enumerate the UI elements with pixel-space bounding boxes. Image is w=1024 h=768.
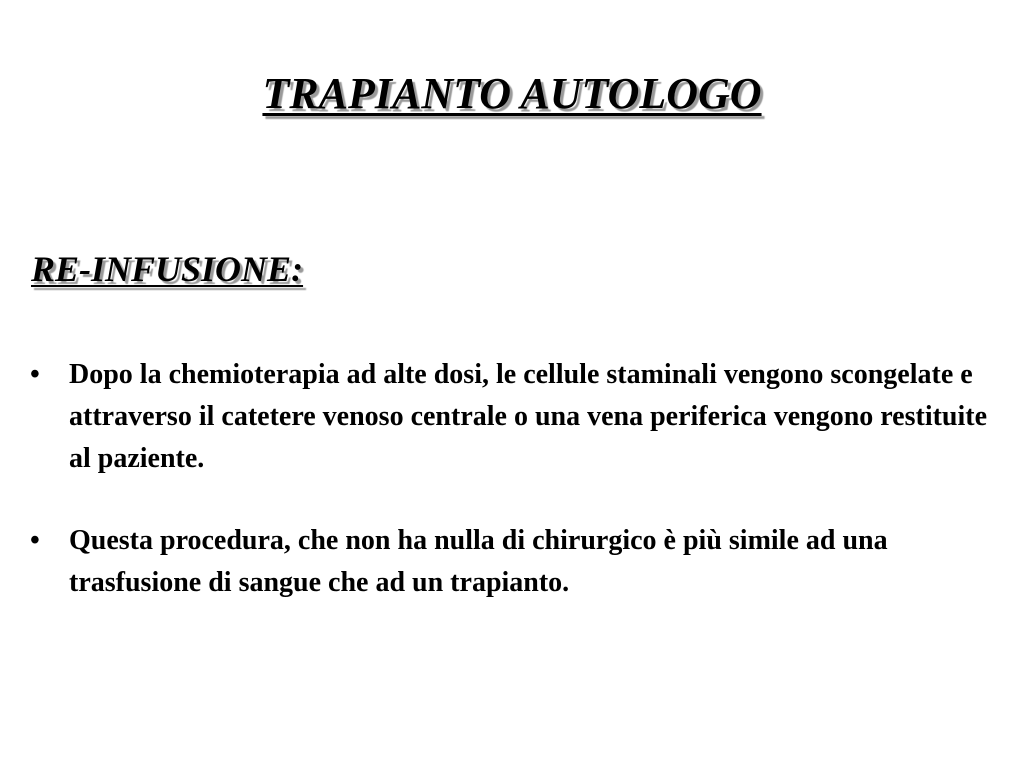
bullet-icon: • xyxy=(30,525,40,556)
bullet-icon: • xyxy=(30,359,40,390)
slide-title: TRAPIANTO AUTOLOGO xyxy=(262,69,762,118)
bullet-item xyxy=(30,354,1000,480)
bullet-item xyxy=(30,520,1000,604)
bullet-list xyxy=(30,354,1000,644)
bullet-text: Dopo la chemioterapia ad alte dosi, le cellule staminali vengono scongelate e attraverso il catetere venoso centrale o una vena periferica vengono restituite al paziente. xyxy=(69,359,988,474)
bullet-text: Questa procedura, che non ha nulla di chirurgico è più simile ad una trasfusione di sangue che ad un trapianto. xyxy=(69,525,888,598)
section-heading: RE-INFUSIONE: xyxy=(31,249,304,289)
